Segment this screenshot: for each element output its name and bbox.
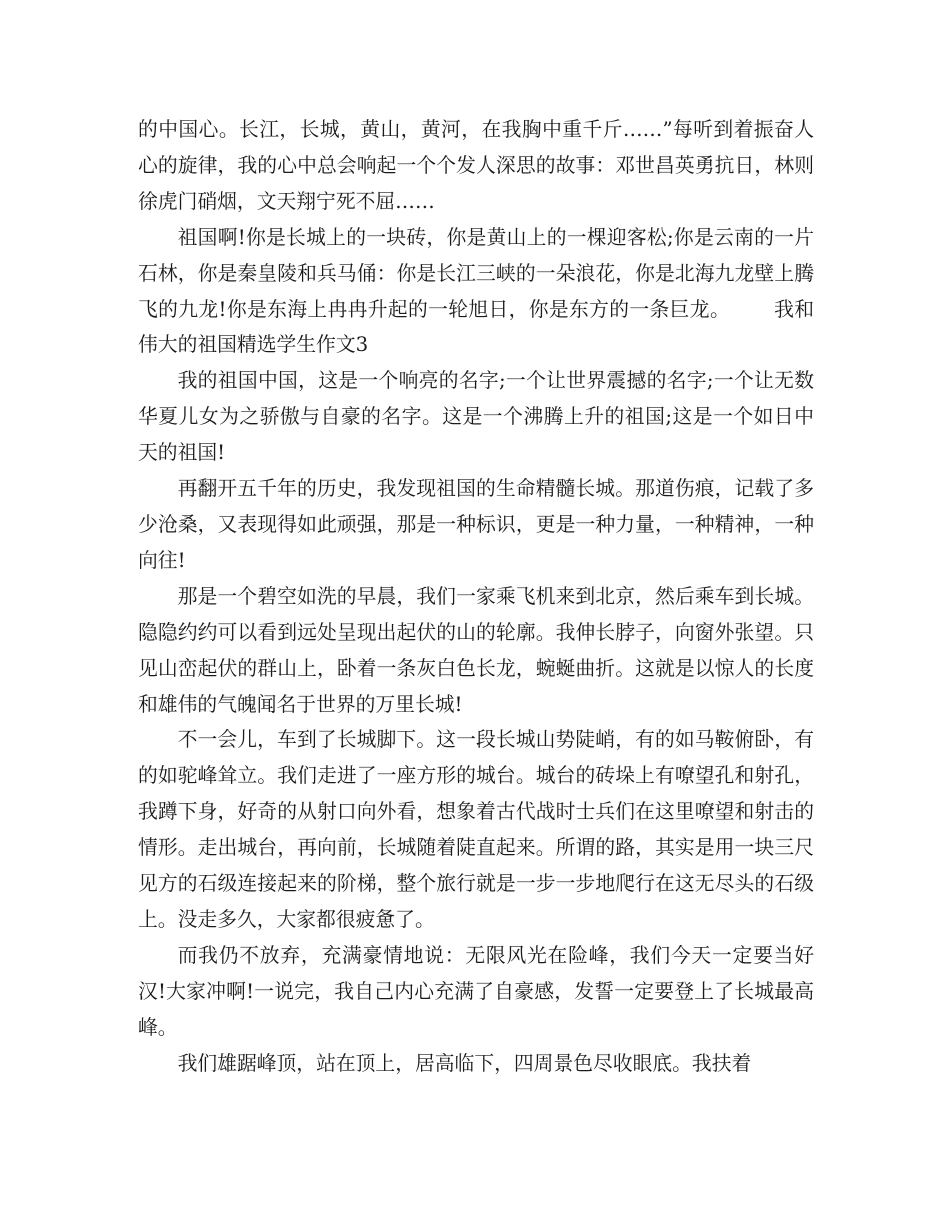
paragraph: 再翻开五千年的历史，我发现祖国的生命精髓长城。那道伤痕，记载了多少沧桑，又表现得如此顽强，那是一种标识，更是一种力量，一种精神，一种向往! xyxy=(138,477,814,572)
essay-title: 我和伟大的祖国精选学生作文3 xyxy=(138,297,814,357)
paragraph: 那是一个碧空如洗的早晨，我们一家乘飞机来到北京，然后乘车到长城。隐隐约约可以看到远处呈现出起伏的山的轮廓。我伸长脖子，向窗外张望。只见山峦起伏的群山上，卧着一条灰白色长龙，蜿蜒曲折。这就是以惊人的长度和雄伟的气魄闻名于世界的万里长城! xyxy=(138,584,814,716)
paragraph: 不一会儿，车到了长城脚下。这一段长城山势陡峭，有的如马鞍俯卧，有的如驼峰耸立。我们走进了一座方形的城台。城台的砖垛上有嘹望孔和射孔，我蹲下身，好奇的从射口向外看，想象着古代战时士兵们在这里嘹望和射击的情形。走出城台，再向前，长城随着陡直起来。所谓的路，其实是用一块三尺见方的石级连接起来的阶梯，整个旅行就是一步一步地爬行在这无尽头的石级上。没走多久，大家都很疲惫了。 xyxy=(138,728,814,931)
paragraph: 而我仍不放弃，充满豪情地说：无限风光在险峰，我们今天一定要当好汉!大家冲啊!一说完，我自己内心充满了自豪感，发誓一定要登上了长城最高峰。 xyxy=(138,943,814,1039)
paragraph: 的中国心。长江，长城，黄山，黄河，在我胸中重千斤……”每听到着振奋人心的旋律，我的心中总会响起一个个发人深思的故事：邓世昌英勇抗日，林则徐虎门硝烟，文天翔宁死不屈…… xyxy=(138,118,814,213)
paragraph: 我们雄踞峰顶，站在顶上，居高临下，四周景色尽收眼底。我扶着 xyxy=(177,1051,752,1075)
paragraph: 我的祖国中国，这是一个响亮的名字;一个让世界震撼的名字;一个让无数华夏儿女为之骄傲与自豪的名字。这是一个沸腾上升的祖国;这是一个如日中天的祖国! xyxy=(138,369,814,465)
document-page xyxy=(138,112,814,1081)
paragraph-text: 祖国啊!你是长城上的一块砖，你是黄山上的一棵迎客松;你是云南的一片石林，你是秦皇陵和兵马俑：你是长江三峡的一朵浪花，你是北海九龙壁上腾飞的九龙!你是东海上冉冉升起的一轮旭日，你是东方的一条巨龙。 xyxy=(138,225,814,321)
paragraph xyxy=(138,220,814,364)
